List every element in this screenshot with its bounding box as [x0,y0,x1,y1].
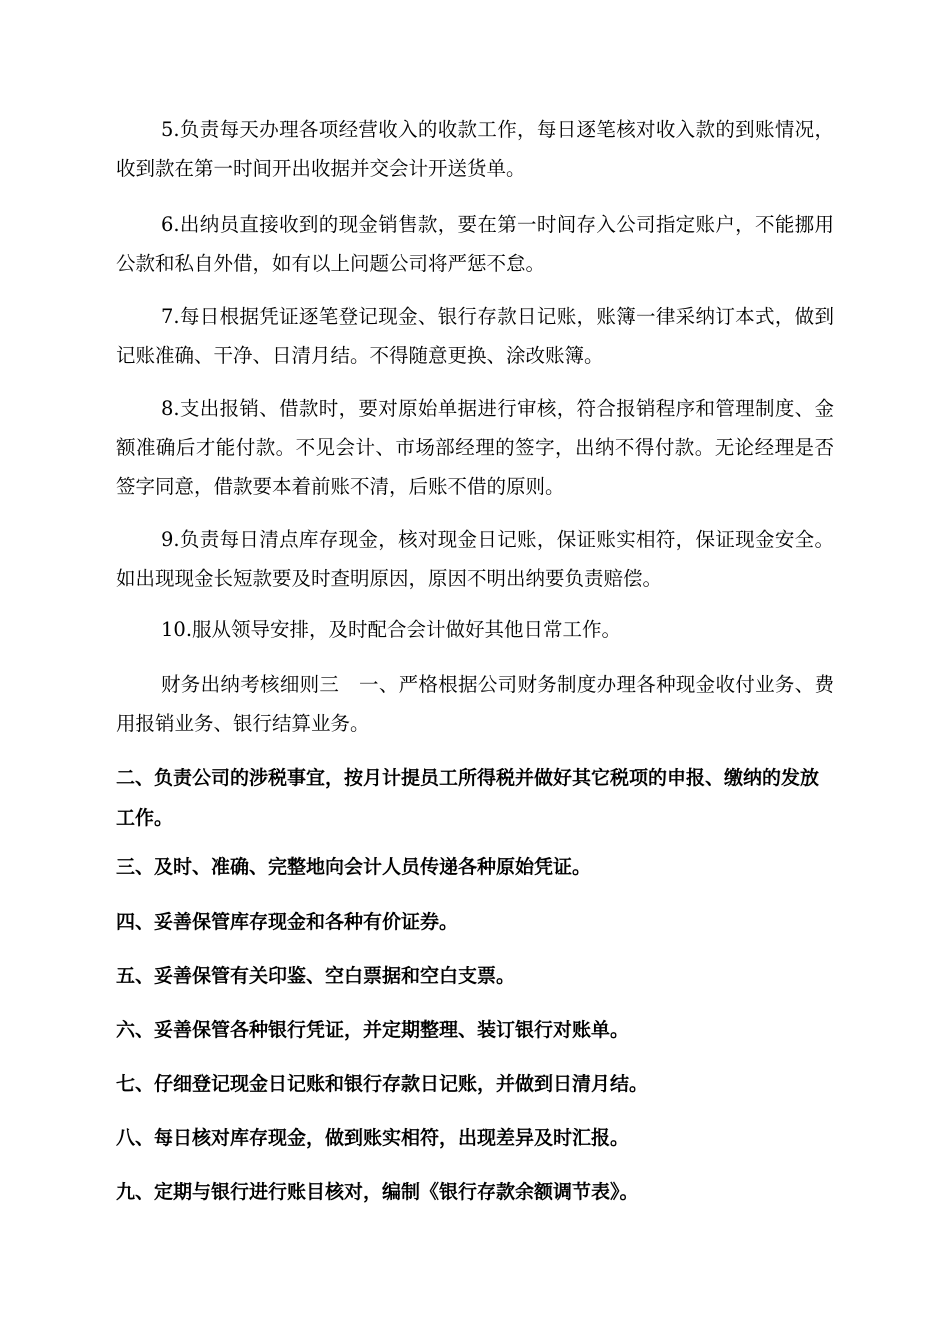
bold-item-8: 八、每日核对库存现金，做到账实相符，出现差异及时汇报。 [116,1127,630,1149]
paragraph-10: 10.服从领导安排，及时配合会计做好其他日常工作。 [161,618,622,641]
bold-item-9: 九、定期与银行进行账目核对，编制《银行存款余额调节表》。 [116,1181,639,1203]
bold-item-4: 四、妥善保管库存现金和各种有价证券。 [116,911,459,933]
bold-item-3: 三、及时、准确、完整地向会计人员传递各种原始凭证。 [116,856,592,878]
paragraph-6: 6.出纳员直接收到的现金销售款，要在第一时间存入公司指定账户，不能挪用公款和私自外借，如有以上问题公司将严惩不怠。 [116,213,834,275]
bold-item-6: 六、妥善保管各种银行凭证，并定期整理、装订银行对账单。 [116,1019,630,1041]
paragraph-5: 5.负责每天办理各项经营收入的收款工作，每日逐笔核对收入款的到账情况，收到款在第一时间开出收据并交会计开送货单。 [116,118,834,180]
bold-item-5: 五、妥善保管有关印鉴、空白票据和空白支票。 [116,965,516,987]
paragraph-9: 9.负责每日清点库存现金，核对现金日记账，保证账实相符，保证现金安全。如出现现金长短款要及时查明原因，原因不明出纳要负责赔偿。 [116,528,834,590]
paragraph-assessment-intro: 财务出纳考核细则三 一、严格根据公司财务制度办理各种现金收付业务、费用报销业务、银行结算业务。 [116,673,834,735]
paragraph-7: 7.每日根据凭证逐笔登记现金、银行存款日记账，账簿一律采纳订本式，做到记账准确、干净、日清月结。不得随意更换、涂改账簿。 [116,305,834,367]
paragraph-8: 8.支出报销、借款时，要对原始单据进行审核，符合报销程序和管理制度、金额准确后才能付款。不见会计、市场部经理的签字，出纳不得付款。无论经理是否签字同意，借款要本着前账不清，后账不借的原则。 [116,397,834,498]
bold-item-7: 七、仔细登记现金日记账和银行存款日记账，并做到日清月结。 [116,1073,649,1095]
bold-item-2: 二、负责公司的涉税事宜，按月计提员工所得税并做好其它税项的申报、缴纳的发放工作。 [116,767,820,829]
